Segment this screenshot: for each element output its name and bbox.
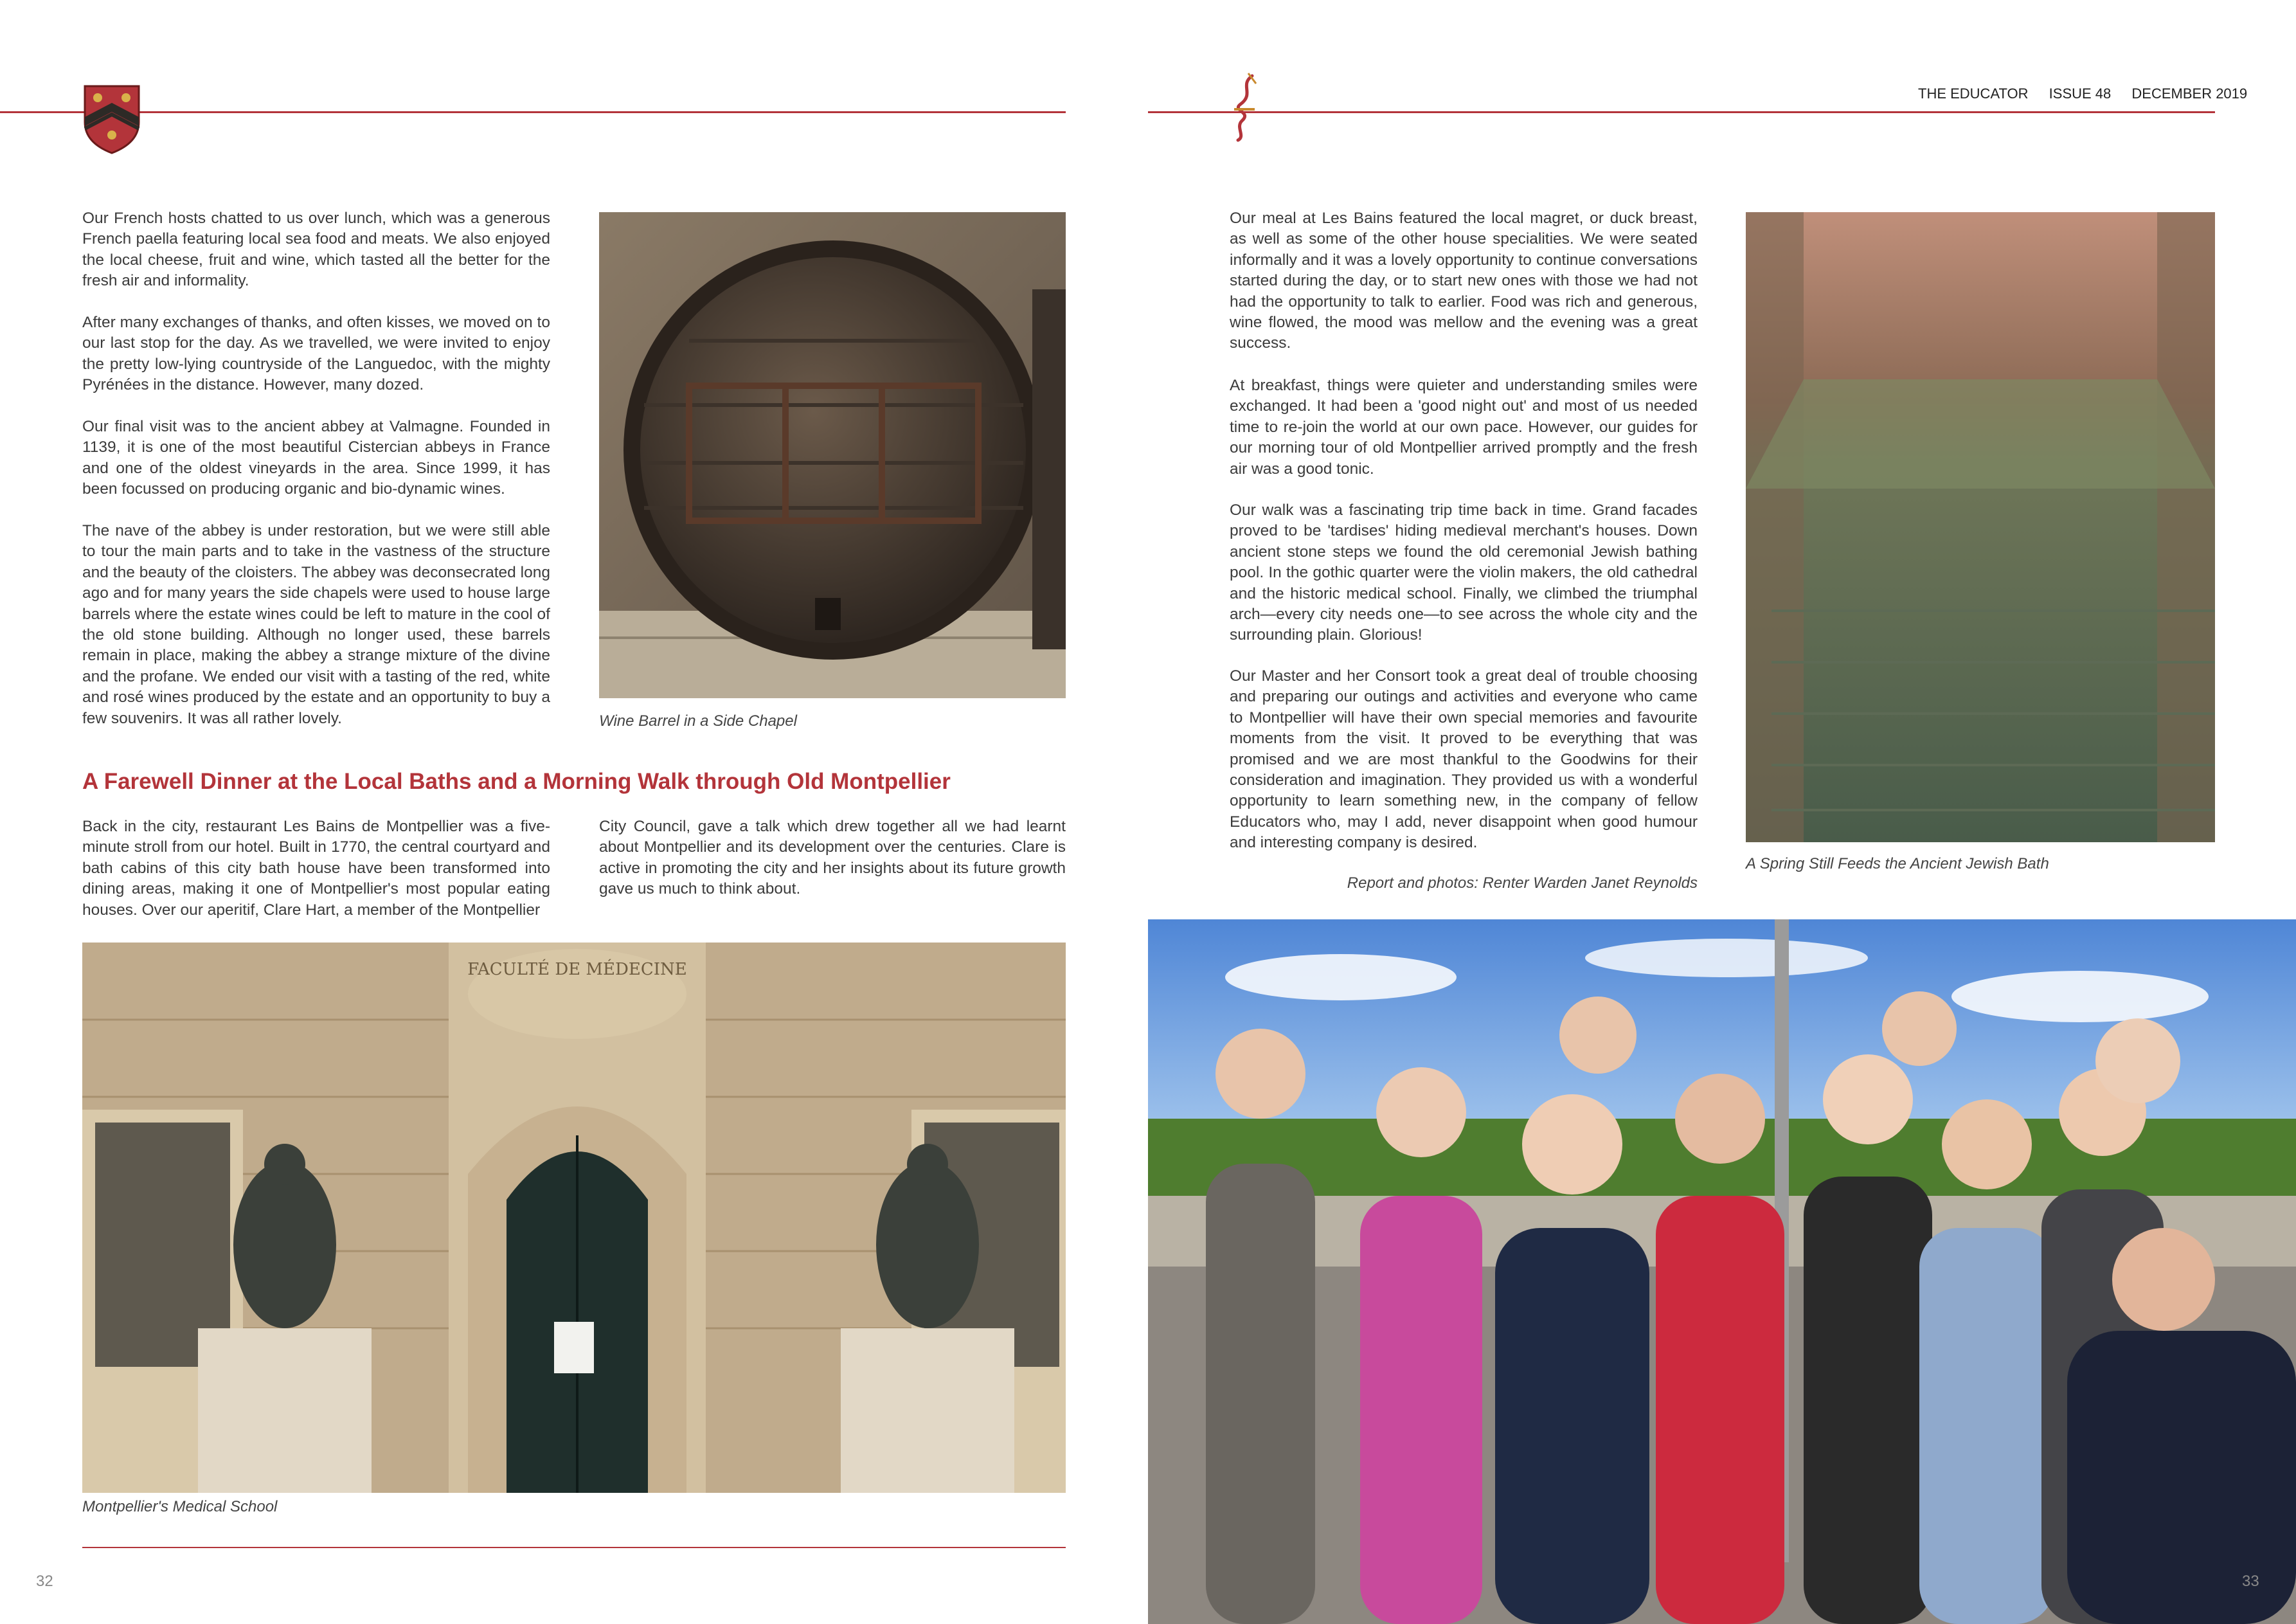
medical-school-caption: Montpellier's Medical School [82, 1498, 278, 1515]
left-paragraph-3: Our final visit was to the ancient abbey at Valmagne. Founded in 1139, it is one of the most beautiful Cistercian abbeys in France and one of the oldest vineyards in the area. Since 1999, it has been focussed on producing organic and bio-dynamic wines. [82, 418, 550, 498]
right-page-number: 33 [2242, 1573, 2259, 1590]
wine-barrel-photo [599, 212, 1066, 698]
publication-name: THE EDUCATOR [1918, 86, 2029, 102]
right-paragraph-2: At breakfast, things were quieter and understanding smiles were exchanged. It had been a 'good night out' and most of us needed time to re-join the world at our own pace. However, our guides for our morning tour of old Montpellier arrived promptly and the fresh air was a good tonic. [1230, 377, 1698, 478]
right-paragraph-4: Our Master and her Consort took a great deal of trouble choosing and preparing our outings and activities and everyone who came to Montpellier will have their own special memories and favourite moments from the visit. It proved to be everything that was promised and we are most thankful to the Goodwins for their consideration and imagination. They provided us with a wonderful opportunity to learn something new, in the company of fellow Educators who, may I add, never disappoint when good humour and interesting company is desired. [1230, 667, 1698, 852]
school-inscription: FACULTÉ DE MÉDECINE [467, 960, 687, 979]
bath-caption: A Spring Still Feeds the Ancient Jewish Bath [1746, 855, 2049, 872]
report-credit: Report and photos: Renter Warden Janet Reynolds [1347, 874, 1698, 892]
left-page-number: 32 [36, 1573, 53, 1590]
masthead [1918, 86, 2247, 102]
baths-column-2: City Council, gave a talk which drew together all we had learnt about Montpellier and its development over the centuries. Clare is active in promoting the city and her insights about its future growth gave us much to think about. [599, 818, 1066, 898]
issue-number: ISSUE 48 [2049, 86, 2112, 102]
baths-column-1: Back in the city, restaurant Les Bains de Montpellier was a five-minute stroll from our hotel. Built in 1770, the central courtyard and bath cabins of this city bath house have been transformed into dining areas, making it one of Montpellier's most popular eating houses. Over our aperitif, Clare Hart, a member of the Montpellier [82, 818, 550, 919]
right-header-rule [1148, 111, 2215, 113]
left-footer-rule [82, 1547, 1066, 1548]
issue-date: DECEMBER 2019 [2131, 86, 2248, 102]
group-photo [1148, 919, 2296, 1624]
educator-e-logo-icon [1226, 72, 1262, 143]
jewish-bath-photo [1746, 212, 2215, 842]
left-paragraph-4: The nave of the abbey is under restoration, but we were still able to tour the main parts and to take in the vastness of the structure and the beauty of the cloisters. The abbey was deconsecrated long ago and for many years the side chapels were used to house large barrels where the estate wines could be left to mature in the cool of the old stone building. Although no longer used, these barrels remain in place, making the abbey a strange mixture of the divine and the profane. We ended our visit with a tasting of the red, white and rosé wines produced by the estate and an opportunity to buy a few souvenirs. It was all rather lovely. [82, 522, 550, 727]
left-paragraph-1: Our French hosts chatted to us over lunch, which was a generous French paella featuring local sea food and meats. We also enjoyed the local cheese, fruit and wine, which tasted all the better for the fresh air and informality. [82, 210, 550, 290]
company-crest-icon [82, 84, 141, 156]
section-heading: A Farewell Dinner at the Local Baths and a Morning Walk through Old Montpellier [82, 769, 951, 794]
left-header-rule [0, 111, 1066, 113]
medical-school-photo [82, 943, 1066, 1493]
left-paragraph-2: After many exchanges of thanks, and often kisses, we moved on to our last stop for the day. As we travelled, we were invited to enjoy the pretty low-lying countryside of the Languedoc, with the mighty Pyrénées in the distance. However, many dozed. [82, 314, 550, 394]
right-paragraph-1: Our meal at Les Bains featured the local magret, or duck breast, as well as some of the other house specialities. We were seated informally and it was a lovely opportunity to continue conversations started during the day, or to start new ones with those we had not had the opportunity to talk to earlier. Food was rich and generous, wine flowed, the mood was mellow and the evening was a great success. [1230, 210, 1698, 352]
right-paragraph-3: Our walk was a fascinating trip time back in time. Grand facades proved to be 'tardises' hiding medieval merchant's houses. Down ancient stone steps we found the old ceremonial Jewish bathing pool. In the gothic quarter were the violin makers, the old cathedral and the historic medical school. Finally, we climbed the triumphal arch—every city needs one—to see across the whole city and the surrounding plain. Glorious! [1230, 501, 1698, 644]
barrel-caption: Wine Barrel in a Side Chapel [599, 712, 797, 730]
